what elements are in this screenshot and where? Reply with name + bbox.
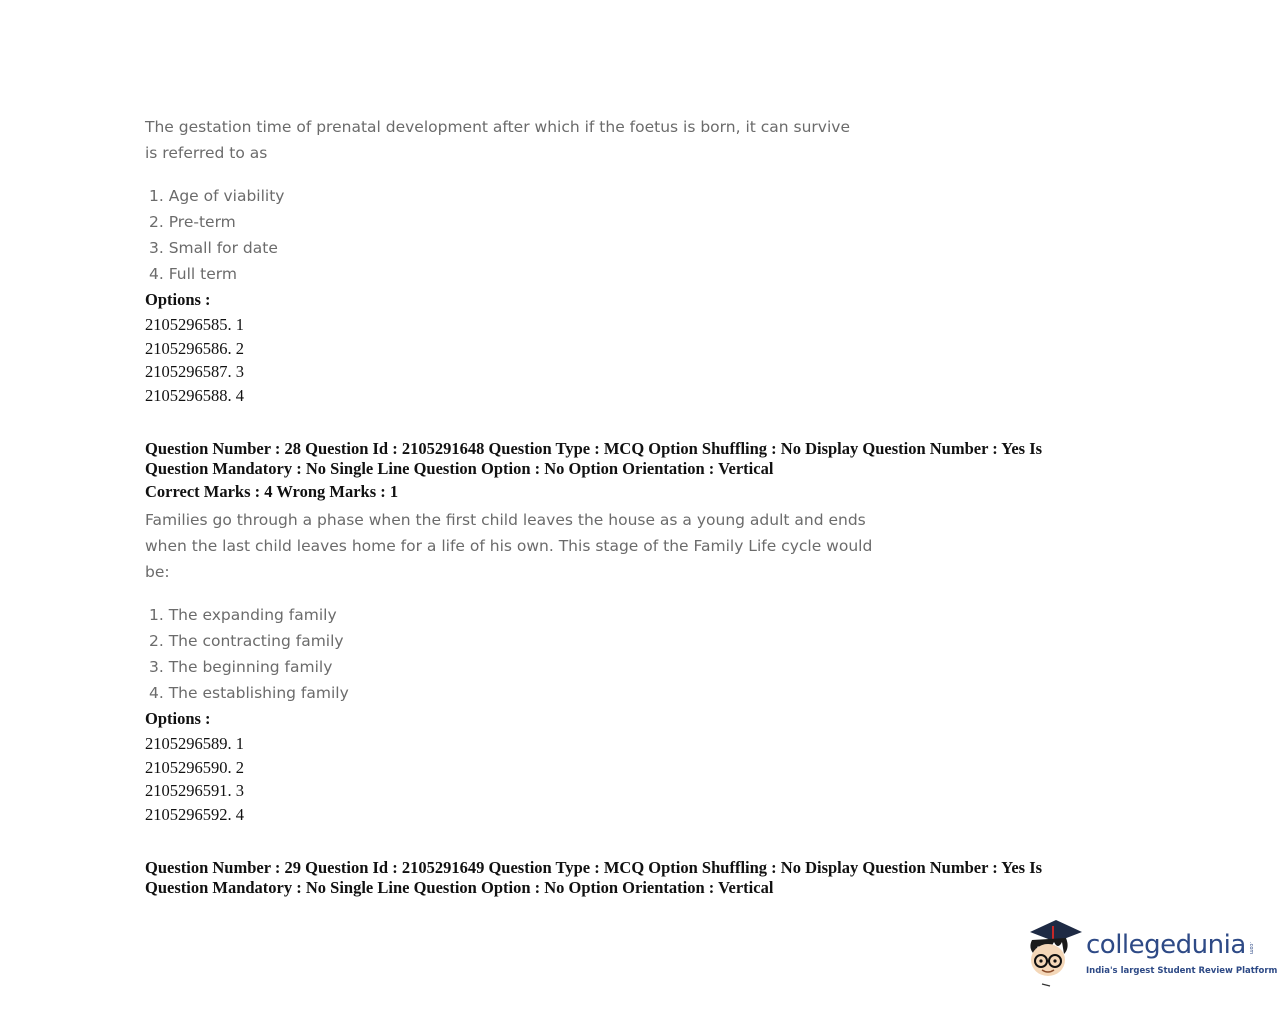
option-id-row: 2105296588. 4 (145, 385, 244, 405)
choice-item: 2. Pre-term (149, 213, 236, 231)
mascot-icon (1024, 918, 1086, 990)
option-id-row: 2105296590. 2 (145, 757, 244, 777)
question-27-text: The gestation time of prenatal development after which if the foetus is born, it can survive is referred to as (145, 118, 850, 162)
logo-tagline: India's largest Student Review Platform (1086, 966, 1278, 976)
choice-item: 3. Small for date (149, 239, 278, 257)
question-27-choices (149, 183, 284, 287)
question-27-option-ids (145, 313, 244, 407)
question-28-meta: Question Number : 28 Question Id : 2105291648 Question Type : MCQ Option Shuffling : No Display Question Number : Yes Is Question Mandatory : No Single Line Question Option : No Option Orientation : Vertical (145, 439, 1043, 478)
option-id-row: 2105296589. 1 (145, 734, 244, 753)
question-28-option-ids (145, 732, 244, 826)
option-id-row: 2105296591. 3 (145, 781, 244, 801)
question-28-text: Families go through a phase when the first child leaves the house as a young adult and ends when the last child leaves home for a life of his own. This stage of the Family Life cycle would be: (145, 511, 873, 581)
option-id-row: 2105296586. 2 (145, 338, 244, 358)
question-28-choices (149, 602, 349, 706)
choice-item: 1. Age of viability (149, 187, 285, 205)
option-id-row: 2105296592. 4 (145, 804, 244, 824)
options-label: Options : (145, 709, 211, 728)
choice-item: 2. The contracting family (149, 632, 344, 650)
logo-name: collegedunia (1086, 930, 1246, 960)
choice-item: 4. The establishing family (149, 684, 349, 702)
choice-item: 4. Full term (149, 265, 237, 283)
logo-suffix: .com (1248, 942, 1254, 955)
choice-item: 1. The expanding family (149, 606, 337, 624)
choice-item: 3. The beginning family (149, 658, 333, 676)
question-29-meta: Question Number : 29 Question Id : 2105291649 Question Type : MCQ Option Shuffling : No Display Question Number : Yes Is Question Mandatory : No Single Line Question Option : No Option Orientation : Vertical (145, 858, 1043, 897)
option-id-row: 2105296587. 3 (145, 362, 244, 382)
question-28-marks: Correct Marks : 4 Wrong Marks : 1 (145, 482, 399, 501)
options-label: Options : (145, 290, 211, 309)
collegedunia-logo (1024, 918, 1278, 990)
option-id-row: 2105296585. 1 (145, 315, 244, 334)
